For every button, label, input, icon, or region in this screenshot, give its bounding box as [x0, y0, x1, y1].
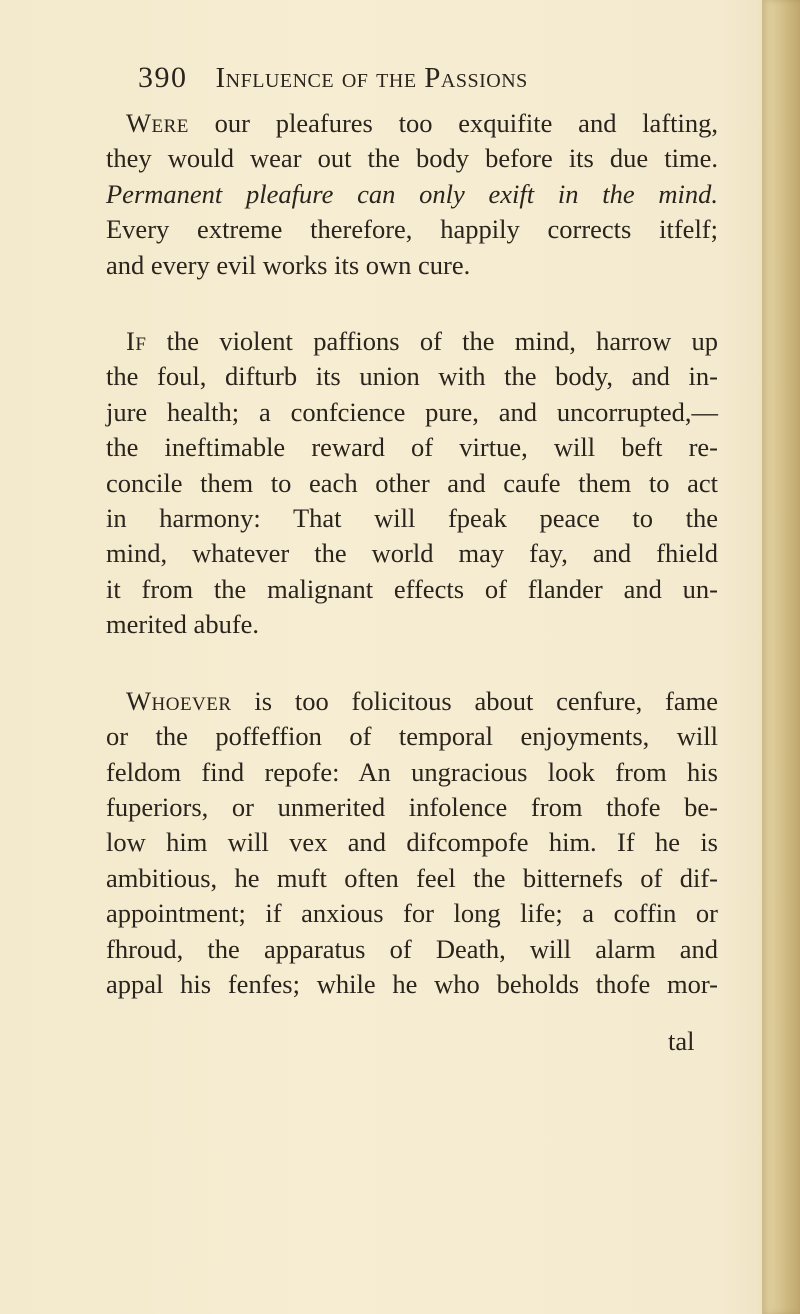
text-line: ambitious, he muft often feel the bitternefs of dif- — [106, 862, 718, 893]
text-line: or the poffeffion of temporal enjoyments, will — [106, 721, 718, 752]
text-line-rest: the violent paffions of the mind, harrow up — [146, 326, 718, 357]
paragraph-1 — [106, 106, 718, 283]
running-header — [138, 58, 528, 98]
text-line: appal his fenfes; while he who beholds thofe mor- — [106, 968, 718, 999]
text-line: in harmony: That will fpeak peace to the — [106, 503, 718, 534]
text-line-rest: is too folicitous about cenfure, fame — [231, 685, 718, 716]
text-line: fuperiors, or unmerited infolence from thofe be- — [106, 791, 718, 822]
text-line: they would wear out the body before its due time. — [106, 143, 718, 174]
text-line: the foul, difturb its union with the body, and in- — [106, 361, 718, 392]
text-line — [106, 684, 718, 719]
page-edge-shadow — [762, 0, 800, 1314]
paragraph-2 — [106, 324, 718, 643]
text-line: the ineftimable reward of virtue, will beft re- — [106, 432, 718, 463]
paragraph-lead-word: Whoever — [126, 685, 232, 716]
text-line: Every extreme therefore, happily corrects itfelf; — [106, 214, 718, 245]
text-line — [106, 106, 718, 141]
text-line: mind, whatever the world may fay, and fhield — [106, 538, 718, 569]
text-line: low him will vex and difcompofe him. If he is — [106, 827, 718, 858]
text-line-italic: Permanent pleafure can only exift in the mind. — [106, 178, 718, 209]
text-line: it from the malignant effects of flander and un- — [106, 573, 718, 604]
text-line: jure health; a confcience pure, and uncorrupted,— — [106, 396, 718, 427]
text-line: appointment; if anxious for long life; a coffin or — [106, 898, 718, 929]
text-line: merited abufe. — [106, 609, 260, 640]
paragraph-lead-word: Were — [126, 108, 189, 138]
text-line: fhroud, the apparatus of Death, will alarm and — [106, 933, 718, 964]
catchword: tal — [668, 1026, 695, 1056]
text-line-rest: our pleafures too exquifite and lafting, — [188, 108, 718, 138]
text-line — [106, 324, 718, 359]
text-line: concile them to each other and caufe them to act — [106, 467, 718, 498]
paragraph-3 — [106, 684, 718, 1003]
page-number: 390 — [138, 61, 188, 94]
text-line: feldom find repofe: An ungracious look from his — [106, 756, 718, 787]
paragraph-lead-word: If — [126, 326, 147, 357]
text-line: and every evil works its own cure. — [106, 249, 471, 280]
running-title: Influence of the Passions — [215, 62, 528, 94]
body-text — [106, 106, 718, 1002]
